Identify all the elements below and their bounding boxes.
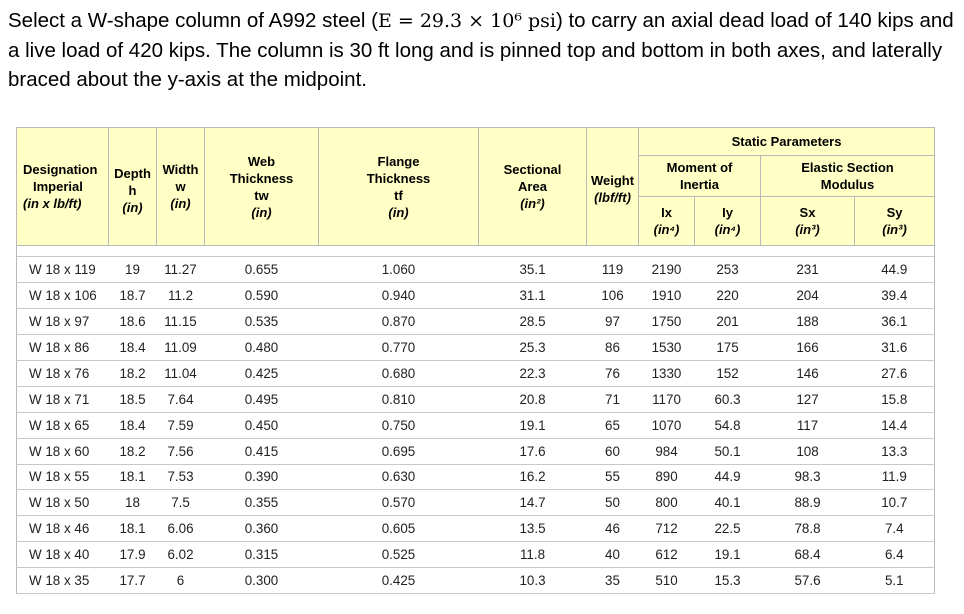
- sx-header: Sx (in³): [761, 197, 855, 246]
- value-cell: 0.605: [319, 516, 479, 542]
- value-cell: 510: [639, 568, 695, 594]
- value-cell: 6.06: [157, 516, 205, 542]
- iy-header: Iy (in⁴): [695, 197, 761, 246]
- value-cell: 57.6: [761, 568, 855, 594]
- designation-cell: W 18 x 106: [17, 282, 109, 308]
- designation-cell: W 18 x 86: [17, 334, 109, 360]
- value-cell: 2190: [639, 257, 695, 283]
- value-cell: 50.1: [695, 438, 761, 464]
- value-cell: 0.425: [205, 360, 319, 386]
- value-cell: 0.495: [205, 386, 319, 412]
- value-cell: 39.4: [855, 282, 935, 308]
- value-cell: 1910: [639, 282, 695, 308]
- value-cell: 36.1: [855, 308, 935, 334]
- table-row: [17, 412, 935, 438]
- table-header: [17, 128, 935, 246]
- value-cell: 0.360: [205, 516, 319, 542]
- value-cell: 127: [761, 386, 855, 412]
- value-cell: 1070: [639, 412, 695, 438]
- value-cell: 0.590: [205, 282, 319, 308]
- value-cell: 18.2: [109, 360, 157, 386]
- value-cell: 44.9: [855, 257, 935, 283]
- value-cell: 188: [761, 308, 855, 334]
- problem-statement: [8, 6, 954, 94]
- value-cell: 11.2: [157, 282, 205, 308]
- designation-header: Designation Imperial (in x lb/ft): [17, 128, 109, 246]
- value-cell: 78.8: [761, 516, 855, 542]
- value-cell: 46: [587, 516, 639, 542]
- depth-header: Depth h (in): [109, 128, 157, 246]
- value-cell: 984: [639, 438, 695, 464]
- value-cell: 18: [109, 490, 157, 516]
- value-cell: 11.27: [157, 257, 205, 283]
- value-cell: 19.1: [695, 542, 761, 568]
- value-cell: 15.8: [855, 386, 935, 412]
- sectional-area-header: Sectional Area (in²): [479, 128, 587, 246]
- value-cell: 18.1: [109, 464, 157, 490]
- value-cell: 19: [109, 257, 157, 283]
- designation-cell: W 18 x 76: [17, 360, 109, 386]
- value-cell: 0.480: [205, 334, 319, 360]
- value-cell: 0.750: [319, 412, 479, 438]
- value-cell: 60: [587, 438, 639, 464]
- value-cell: 7.64: [157, 386, 205, 412]
- value-cell: 0.425: [319, 568, 479, 594]
- value-cell: 6: [157, 568, 205, 594]
- value-cell: 35: [587, 568, 639, 594]
- value-cell: 55: [587, 464, 639, 490]
- value-cell: 35.1: [479, 257, 587, 283]
- value-cell: 0.940: [319, 282, 479, 308]
- value-cell: 40.1: [695, 490, 761, 516]
- problem-text-end: ) to carry an axial dead load of 140 kips and a live load of 420 kips. The column is 30 ft long and is pinned top and bottom in both axes, and laterally braced about the y-axis at the midpoint.: [8, 9, 954, 91]
- value-cell: 16.2: [479, 464, 587, 490]
- table-row: [17, 490, 935, 516]
- table-row: [17, 386, 935, 412]
- table-row: [17, 568, 935, 594]
- value-cell: 11.04: [157, 360, 205, 386]
- value-cell: 6.02: [157, 542, 205, 568]
- value-cell: 11.09: [157, 334, 205, 360]
- value-cell: 119: [587, 257, 639, 283]
- value-cell: 10.7: [855, 490, 935, 516]
- value-cell: 106: [587, 282, 639, 308]
- value-cell: 17.6: [479, 438, 587, 464]
- value-cell: 10.3: [479, 568, 587, 594]
- value-cell: 0.695: [319, 438, 479, 464]
- value-cell: 14.7: [479, 490, 587, 516]
- value-cell: 7.53: [157, 464, 205, 490]
- value-cell: 0.630: [319, 464, 479, 490]
- table-row: [17, 360, 935, 386]
- value-cell: 76: [587, 360, 639, 386]
- value-cell: 19.1: [479, 412, 587, 438]
- value-cell: 60.3: [695, 386, 761, 412]
- value-cell: 1750: [639, 308, 695, 334]
- table-row: [17, 516, 935, 542]
- value-cell: 253: [695, 257, 761, 283]
- value-cell: 27.6: [855, 360, 935, 386]
- elastic-modulus-expression: E = 29.3 × 10⁶ psi: [377, 10, 556, 32]
- value-cell: 71: [587, 386, 639, 412]
- value-cell: 14.4: [855, 412, 935, 438]
- table-row: [17, 308, 935, 334]
- value-cell: 166: [761, 334, 855, 360]
- value-cell: 1530: [639, 334, 695, 360]
- value-cell: 25.3: [479, 334, 587, 360]
- value-cell: 0.390: [205, 464, 319, 490]
- flange-thickness-header: Flange Thickness tf (in): [319, 128, 479, 246]
- designation-cell: W 18 x 50: [17, 490, 109, 516]
- table-row: [17, 282, 935, 308]
- value-cell: 0.655: [205, 257, 319, 283]
- value-cell: 11.15: [157, 308, 205, 334]
- value-cell: 50: [587, 490, 639, 516]
- sy-header: Sy (in³): [855, 197, 935, 246]
- table-row: [17, 542, 935, 568]
- value-cell: 0.300: [205, 568, 319, 594]
- value-cell: 18.4: [109, 334, 157, 360]
- value-cell: 175: [695, 334, 761, 360]
- value-cell: 98.3: [761, 464, 855, 490]
- value-cell: 6.4: [855, 542, 935, 568]
- table-row: [17, 257, 935, 283]
- w-shape-table-container: [16, 127, 934, 594]
- value-cell: 44.9: [695, 464, 761, 490]
- value-cell: 117: [761, 412, 855, 438]
- table-row: [17, 334, 935, 360]
- value-cell: 7.4: [855, 516, 935, 542]
- w-shape-properties-table: [16, 127, 935, 594]
- designation-cell: W 18 x 55: [17, 464, 109, 490]
- value-cell: 1.060: [319, 257, 479, 283]
- ix-header: Ix (in⁴): [639, 197, 695, 246]
- value-cell: 18.2: [109, 438, 157, 464]
- value-cell: 17.9: [109, 542, 157, 568]
- value-cell: 13.3: [855, 438, 935, 464]
- value-cell: 18.6: [109, 308, 157, 334]
- value-cell: 22.3: [479, 360, 587, 386]
- designation-cell: W 18 x 35: [17, 568, 109, 594]
- value-cell: 712: [639, 516, 695, 542]
- table-row: [17, 464, 935, 490]
- value-cell: 15.3: [695, 568, 761, 594]
- value-cell: 88.9: [761, 490, 855, 516]
- value-cell: 0.535: [205, 308, 319, 334]
- value-cell: 7.59: [157, 412, 205, 438]
- value-cell: 18.1: [109, 516, 157, 542]
- value-cell: 231: [761, 257, 855, 283]
- value-cell: 7.56: [157, 438, 205, 464]
- value-cell: 5.1: [855, 568, 935, 594]
- value-cell: 890: [639, 464, 695, 490]
- value-cell: 18.4: [109, 412, 157, 438]
- value-cell: 11.9: [855, 464, 935, 490]
- value-cell: 201: [695, 308, 761, 334]
- moment-of-inertia-header: Moment of Inertia: [639, 156, 761, 197]
- value-cell: 0.355: [205, 490, 319, 516]
- elastic-section-modulus-header: Elastic Section Modulus: [761, 156, 935, 197]
- value-cell: 108: [761, 438, 855, 464]
- value-cell: 86: [587, 334, 639, 360]
- value-cell: 0.450: [205, 412, 319, 438]
- value-cell: 0.570: [319, 490, 479, 516]
- problem-text-start: Select a W-shape column of A992 steel (: [8, 9, 378, 32]
- value-cell: 97: [587, 308, 639, 334]
- value-cell: 68.4: [761, 542, 855, 568]
- value-cell: 13.5: [479, 516, 587, 542]
- designation-cell: W 18 x 97: [17, 308, 109, 334]
- value-cell: 22.5: [695, 516, 761, 542]
- width-header: Width w (in): [157, 128, 205, 246]
- table-body: [17, 246, 935, 594]
- designation-cell: W 18 x 60: [17, 438, 109, 464]
- value-cell: 1170: [639, 386, 695, 412]
- value-cell: 17.7: [109, 568, 157, 594]
- value-cell: 28.5: [479, 308, 587, 334]
- value-cell: 18.7: [109, 282, 157, 308]
- value-cell: 152: [695, 360, 761, 386]
- value-cell: 612: [639, 542, 695, 568]
- value-cell: 0.810: [319, 386, 479, 412]
- value-cell: 11.8: [479, 542, 587, 568]
- value-cell: 31.6: [855, 334, 935, 360]
- value-cell: 0.680: [319, 360, 479, 386]
- value-cell: 0.415: [205, 438, 319, 464]
- value-cell: 0.315: [205, 542, 319, 568]
- value-cell: 31.1: [479, 282, 587, 308]
- web-thickness-header: Web Thickness tw (in): [205, 128, 319, 246]
- designation-cell: W 18 x 71: [17, 386, 109, 412]
- value-cell: 54.8: [695, 412, 761, 438]
- value-cell: 1330: [639, 360, 695, 386]
- designation-cell: W 18 x 40: [17, 542, 109, 568]
- weight-header: Weight (lbf/ft): [587, 128, 639, 246]
- value-cell: 7.5: [157, 490, 205, 516]
- designation-cell: W 18 x 65: [17, 412, 109, 438]
- value-cell: 204: [761, 282, 855, 308]
- designation-cell: W 18 x 46: [17, 516, 109, 542]
- static-parameters-header: Static Parameters: [639, 128, 935, 156]
- value-cell: 65: [587, 412, 639, 438]
- table-row: [17, 438, 935, 464]
- value-cell: 0.870: [319, 308, 479, 334]
- designation-cell: W 18 x 119: [17, 257, 109, 283]
- value-cell: 800: [639, 490, 695, 516]
- value-cell: 18.5: [109, 386, 157, 412]
- value-cell: 20.8: [479, 386, 587, 412]
- value-cell: 0.770: [319, 334, 479, 360]
- value-cell: 0.525: [319, 542, 479, 568]
- value-cell: 220: [695, 282, 761, 308]
- value-cell: 146: [761, 360, 855, 386]
- value-cell: 40: [587, 542, 639, 568]
